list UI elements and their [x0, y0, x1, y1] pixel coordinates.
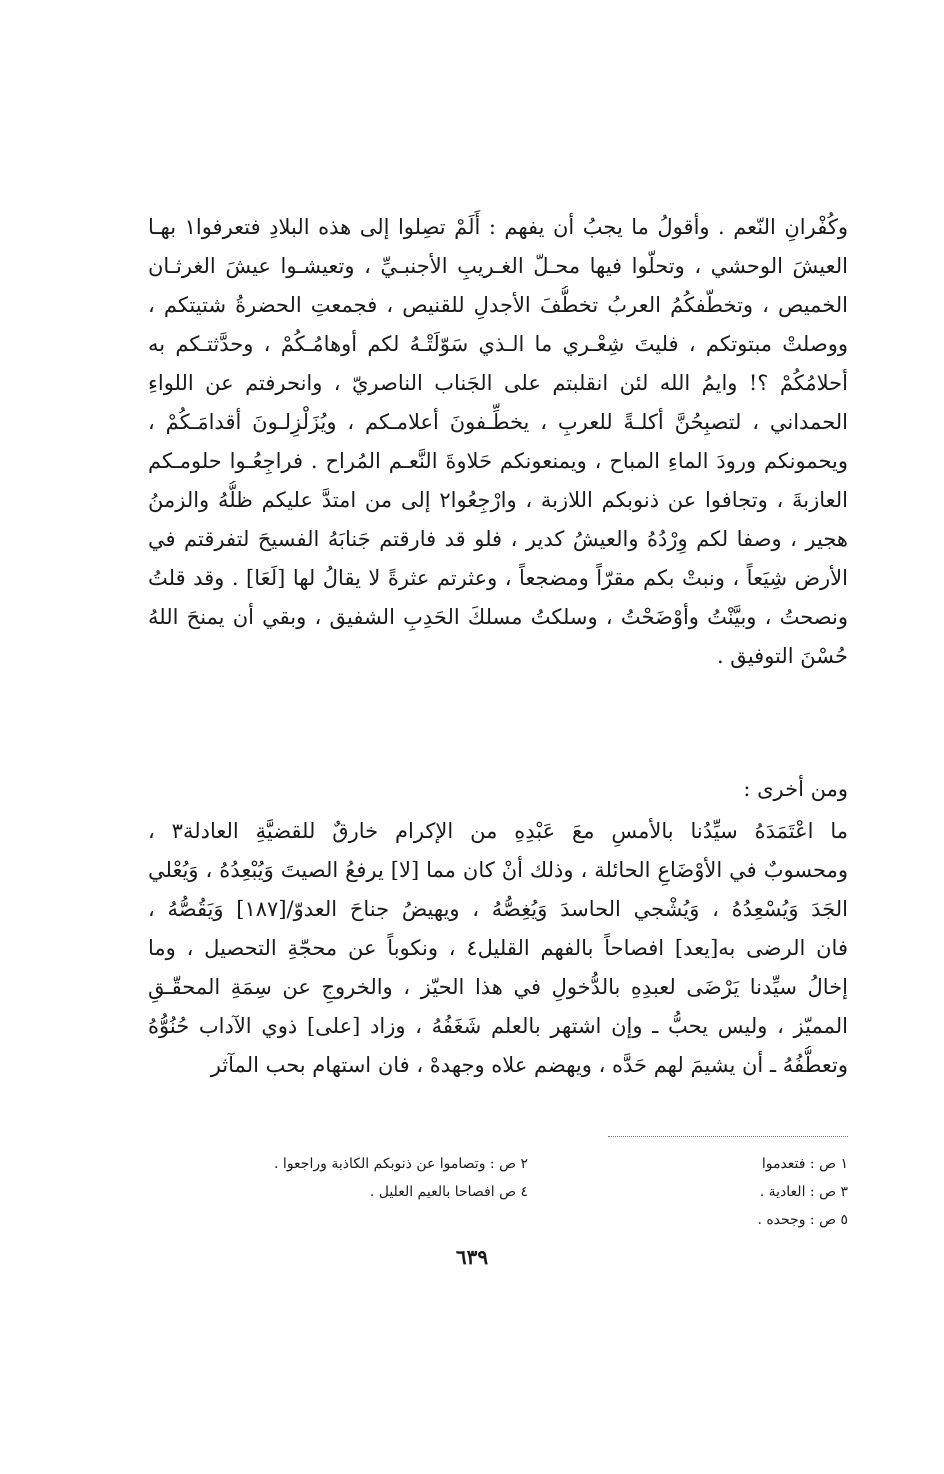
text-line: العازبةَ ، وتجافوا عن ذنوبكم اللازبة ، وارْجِعُوا٢ إلى من امتدَّ عليكم ظلُّهُ والزمنُ: [148, 488, 848, 512]
section-heading: ومن أخرى :: [743, 777, 848, 801]
footnote-4: ٤ ص افصاحا بالعيم العليل .: [369, 1184, 528, 1200]
page-number: ٦٣٩: [455, 1245, 489, 1269]
text-line: الخميص ، وتخطّفكُمُ العربُ تخطُّفَ الأجدلِ للقنيص ، فجمعتِ الحضرةُ شتيتكم ،: [148, 293, 848, 317]
second-paragraph: [148, 812, 848, 1085]
text-line: وكُفْرانِ النّعم . وأقولُ ما يجبُ أن يفهم : أَلَمْ تصِلوا إلى هذه البلادِ فتعرفوا١ بهـا: [148, 215, 848, 239]
text-line: أحلامُكُمْ ؟! وايمُ الله لئن انقلبتم على الجَناب الناصريّ ، وانحرفتم عن اللواءِ: [148, 371, 848, 395]
text-line: ووصلتْ مبتوتكم ، فليتَ شِعْـري ما الـذي سَوّلَتْـهُ لكم أوهامُـكُمْ ، وحدَّثتـكم به: [148, 332, 848, 356]
footnote-row: [148, 1206, 848, 1234]
text-line: فان الرضى به[يعد] افصاحاً بالفهم القليل٤ ، ونكوباً عن محجّةِ التحصيل ، وما: [148, 936, 848, 960]
text-line: إخالُ سيِّدنا يَرْضَى لعبدِهِ بالدُّخولِ في هذا الحيّز ، والخروجِ عن سِمَةِ المحقّـقِ: [148, 975, 848, 999]
footnote-5: ٥ ص : وجحده .: [757, 1212, 848, 1228]
text-line: وتعطُّفُهُ ـ أن يشيمَ لهم حَدَّه ، ويهضم علاه وجهدهْ ، فان استهام بحب المآثر: [210, 1053, 848, 1077]
text-line: هجير ، وصفا لكم وِرْدُهُ والعيشُ كدير ، فلو قد فارقتم جَنابَهُ الفسيحَ لتفرقتم في: [148, 527, 848, 551]
footnotes: [148, 1150, 848, 1234]
text-line: المميّز ، وليس يحبُّ ـ وإن اشتهر بالعلم شَغَفُهُ ، وزاد [على] ذوي الآداب حُنُوُّهُ: [148, 1014, 848, 1038]
footnote-3: ٣ ص : العادية .: [759, 1184, 848, 1200]
footnote-divider: [608, 1136, 848, 1137]
text-line: الجَدَ وَيُسْعِدُهُ ، وَيُشْجي الحاسدَ وَيُغِصُّهُ ، ويهيضُ جناحَ العدوّ/[١٨٧] وَيَقُصُّهُ ،: [148, 897, 848, 921]
text-line: ويحمونكم ورودَ الماءِ المباح ، ويمنعونكم حَلاوةَ النَّعـم المُراح . فراجِعُـوا حلومـكم: [148, 449, 848, 473]
footnote-1: ١ ص : فتعدموا: [761, 1156, 848, 1172]
text-line: العيشَ الوحشي ، وتحلّوا فيها محـلّ الغـريبِ الأجنبـيِّ ، وتعيشـوا عيشَ الغرثـان: [148, 254, 848, 278]
text-line: الأرض شِيَعاً ، ونبتْ بكم مقرّاً ومضجعاً ، وعثرتم عثرةً لا يقالُ لها [لَعَا] . وقد قلتُ: [148, 566, 848, 590]
text-line: ومحسوبٌ في الأوْضَاعِ الحائلة ، وذلك أنْ كان مما [لا] يرفعُ الصيتَ وَيُبْعِدُهُ ، وَيُعْلي: [148, 858, 848, 882]
footnote-2: ٢ ص : وتصاموا عن ذنوبكم الكاذبة وراجعوا .: [274, 1156, 528, 1172]
text-line: حُسْنَ التوفيق .: [716, 644, 848, 668]
footnote-row: [148, 1178, 848, 1206]
footnote-row: [148, 1150, 848, 1178]
text-line: ونصحتُ ، وبيَّنْتُ وأوْضَحْتُ ، وسلكتُ مسلكَ الحَدِبِ الشفيق ، وبقي أن يمنحَ اللهُ: [148, 605, 848, 629]
text-line: الحمداني ، لتصبِحُنَّ أكلـةً للعربِ ، يخطِّـفونَ أعلامـكم ، ويُزَلْزِلـونَ أقدامَـكُمْ ،: [148, 410, 848, 434]
main-paragraph: [148, 208, 848, 676]
text-line: ما اعْتَمَدَهُ سيِّدُنا بالأمسِ معَ عَبْدِهِ من الإكرام خارقٌ للقضيَّةِ العادلة٣ ،: [148, 819, 848, 843]
